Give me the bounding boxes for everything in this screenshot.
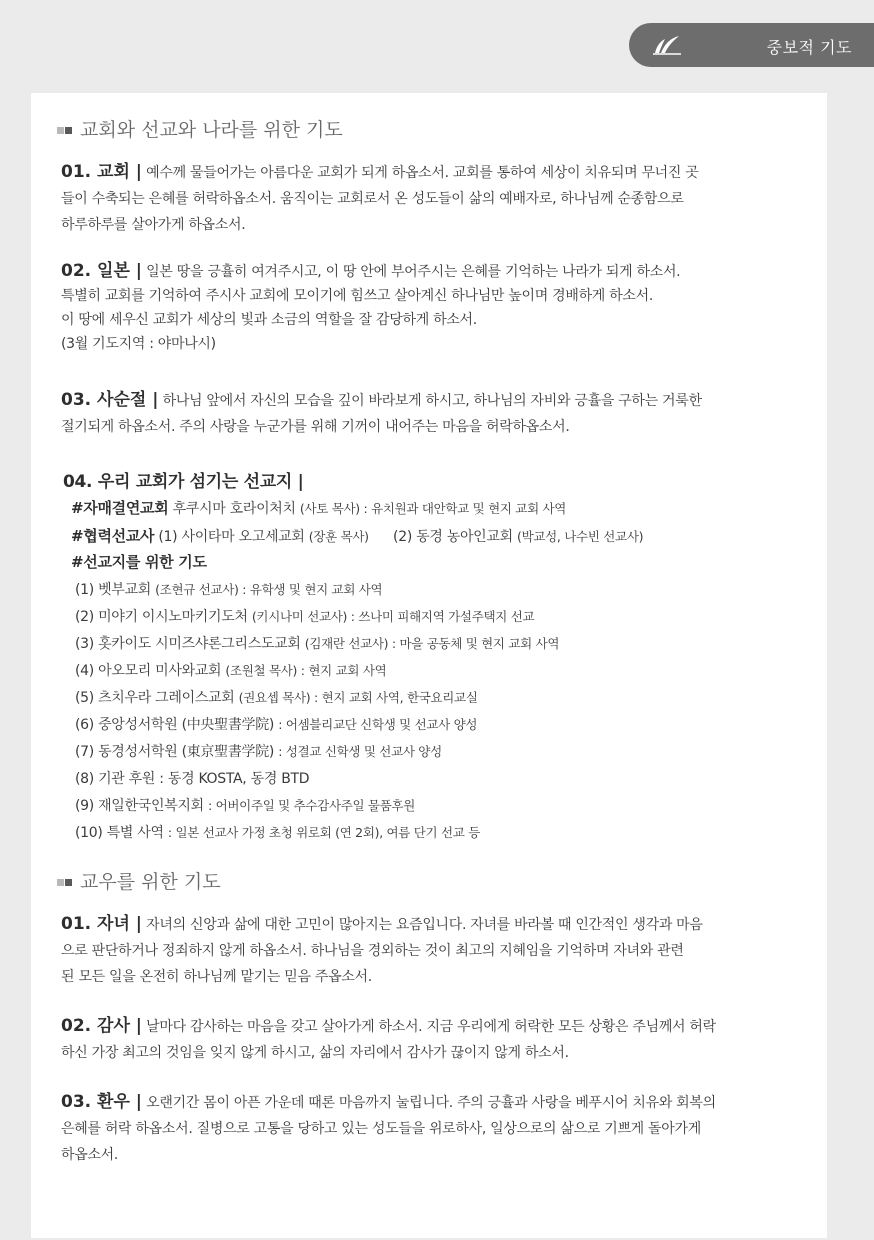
mission-list-item — [75, 795, 415, 815]
bullet-square-dark-icon — [65, 127, 72, 134]
prayer-item-head: 02. 감사 | — [61, 1016, 143, 1036]
mission-list-detail: (권요셉 목사) : 현지 교회 사역, 한국요리교실 — [238, 690, 478, 705]
prayer-line: 자녀의 신앙과 삶에 대한 고민이 많아지는 요즘입니다. 자녀를 바라볼 때 인간적인 생각과 마음 — [146, 917, 703, 933]
sister-detail: (사토 목사) : 유치원과 대안학교 및 현지 교회 사역 — [299, 501, 567, 516]
partner-2-name: (2) 동경 농아인교회 — [393, 529, 513, 545]
mission-list-item — [75, 606, 534, 626]
mission-list-item — [75, 687, 478, 707]
partner-1-name: (1) 사이타마 오고세교회 — [158, 529, 305, 545]
section-title-members — [57, 867, 221, 894]
partner-2-detail: (박교성, 나수빈 선교사) — [517, 529, 644, 544]
header-label: 중보적 기도 — [766, 38, 852, 57]
content-card — [31, 93, 827, 1238]
mission-list-detail: : 어버이주일 및 추수감사주일 물품후원 — [208, 798, 416, 813]
mission-list-name: (3) 홋카이도 시미즈샤론그리스도교회 — [75, 636, 301, 652]
prayer-line: 일본 땅을 긍휼히 여겨주시고, 이 땅 안에 부어주시는 은혜를 기억하는 나라가 되게 하소서. — [146, 264, 681, 280]
sister-church-row — [71, 497, 566, 518]
bullet-square-light-icon — [57, 879, 64, 886]
mission-list-name: (5) 츠치우라 그레이스교회 — [75, 690, 235, 706]
mission-list-name: (9) 재일한국인복지회 — [75, 798, 204, 814]
prayer-item-head: 01. 자녀 | — [61, 914, 143, 934]
mission-list-item — [75, 579, 382, 599]
prayer-item-patients — [61, 1089, 813, 1168]
mission-list-item — [75, 768, 309, 788]
prayer-item-church — [61, 159, 813, 238]
mission-list-detail: (김재란 선교사) : 마을 공동체 및 현지 교회 사역 — [304, 636, 560, 651]
prayer-line: 날마다 감사하는 마음을 갖고 살아가게 하소서. 지금 우리에게 허락한 모든 상황은 주님께서 허락 — [146, 1019, 716, 1035]
prayer-item-japan — [61, 259, 813, 356]
mission-list-detail: : 일본 선교사 가정 초청 위로회 (연 2회), 여름 단기 선교 등 — [167, 825, 480, 840]
prayer-line: 오랜기간 몸이 아픈 가운데 때론 마음까지 눌립니다. 주의 긍휼과 사랑을 베푸시어 치유와 회복의 — [146, 1095, 716, 1111]
header-tab — [629, 23, 874, 67]
mission-block — [63, 467, 813, 857]
prayer-item-children — [61, 911, 813, 990]
prayer-line: 절기되게 하옵소서. 주의 사랑을 누군가를 위해 기꺼이 내어주는 마음을 허락하옵소서. — [61, 419, 570, 435]
mission-list-detail: (조현규 선교사) : 유학생 및 현지 교회 사역 — [155, 582, 383, 597]
mission-list-name: (4) 아오모리 미사와교회 — [75, 663, 222, 679]
mission-list-item — [75, 741, 442, 761]
prayer-line: 이 땅에 세우신 교회가 세상의 빛과 소금의 역할을 잘 감당하게 하소서. — [61, 312, 477, 328]
bullet-square-dark-icon — [65, 879, 72, 886]
prayer-item-head: 03. 사순절 | — [61, 390, 159, 410]
prayer-line: 예수께 물들어가는 아름다운 교회가 되게 하옵소서. 교회를 통하여 세상이 치유되며 무너진 곳 — [146, 165, 699, 181]
prayer-item-head: 03. 환우 | — [61, 1092, 143, 1112]
mission-list-item — [75, 633, 559, 653]
prayer-item-head: 02. 일본 | — [61, 261, 143, 281]
prayer-item-thanks — [61, 1013, 813, 1066]
mission-list-name: (6) 중앙성서학원 (中央聖書学院) — [75, 717, 275, 733]
mission-list-name: (1) 벳부교회 — [75, 582, 151, 598]
prayer-tag: #선교지를 위한 기도 — [71, 553, 207, 571]
mission-list-detail: (키시나미 선교사) : 쓰나미 피해지역 가설주택지 선교 — [251, 609, 535, 624]
sister-tag: #자매결연교회 — [71, 499, 169, 517]
mission-list-detail: : 어셈블리교단 신학생 및 선교사 양성 — [278, 717, 478, 732]
mission-list-detail: : 성결교 신학생 및 선교사 양성 — [278, 744, 442, 759]
prayer-line: 된 모든 일을 온전히 하나님께 맡기는 믿음 주옵소서. — [61, 969, 372, 985]
prayer-region: (3월 기도지역 : 야마나시) — [61, 336, 216, 352]
prayer-line: 하루하루를 살아가게 하옵소서. — [61, 217, 246, 233]
leaf-logo-icon — [651, 33, 687, 61]
mission-list-item — [75, 660, 386, 680]
prayer-line: 으로 판단하거나 정죄하지 않게 하옵소서. 하나님을 경외하는 것이 최고의 지혜임을 기억하며 자녀와 관련 — [61, 943, 684, 959]
mission-list-name: (10) 특별 사역 — [75, 825, 164, 841]
section-title-church — [57, 115, 343, 142]
mission-list-name: (2) 미야기 이시노마키기도처 — [75, 609, 248, 625]
prayer-line: 은혜를 허락 하옵소서. 질병으로 고통을 당하고 있는 성도들을 위로하사, 일상으로의 삶으로 기쁘게 돌아가게 — [61, 1121, 701, 1137]
prayer-item-lent — [61, 387, 813, 440]
prayer-line: 들이 수축되는 은혜를 허락하옵소서. 움직이는 교회로서 온 성도들이 삶의 예배자로, 하나님께 순종함으로 — [61, 191, 684, 207]
section-title-text: 교우를 위한 기도 — [80, 871, 221, 893]
partner-tag: #협력선교사 — [71, 527, 155, 545]
mission-list-name: (7) 동경성서학원 (東京聖書学院) — [75, 744, 275, 760]
section-title-text: 교회와 선교와 나라를 위한 기도 — [80, 119, 343, 141]
bullet-square-light-icon — [57, 127, 64, 134]
mission-list-item — [75, 714, 477, 734]
mission-list-name: (8) 기관 후원 : 동경 KOSTA, 동경 BTD — [75, 771, 310, 787]
prayer-line: 하신 가장 최고의 것임을 잊지 않게 하시고, 삶의 자리에서 감사가 끊이지 않게 하소서. — [61, 1045, 569, 1061]
mission-list-detail: (조원철 목사) : 현지 교회 사역 — [225, 663, 387, 678]
prayer-line: 하나님 앞에서 자신의 모습을 깊이 바라보게 하시고, 하나님의 자비와 긍휼을 구하는 거룩한 — [162, 393, 702, 409]
sister-name: 후쿠시마 호라이처치 — [172, 501, 296, 517]
prayer-line: 특별히 교회를 기억하여 주시사 교회에 모이기에 힘쓰고 살아계신 하나님만 높이며 경배하게 하소서. — [61, 288, 653, 304]
partner-1-detail: (장훈 목사) — [308, 529, 369, 544]
prayer-item-head: 01. 교회 | — [61, 162, 143, 182]
partner-missionary-row — [71, 525, 643, 546]
prayer-line: 하옵소서. — [61, 1147, 119, 1163]
mission-list-item — [75, 822, 480, 842]
mission-head: 04. 우리 교회가 섬기는 선교지 | — [63, 472, 304, 492]
